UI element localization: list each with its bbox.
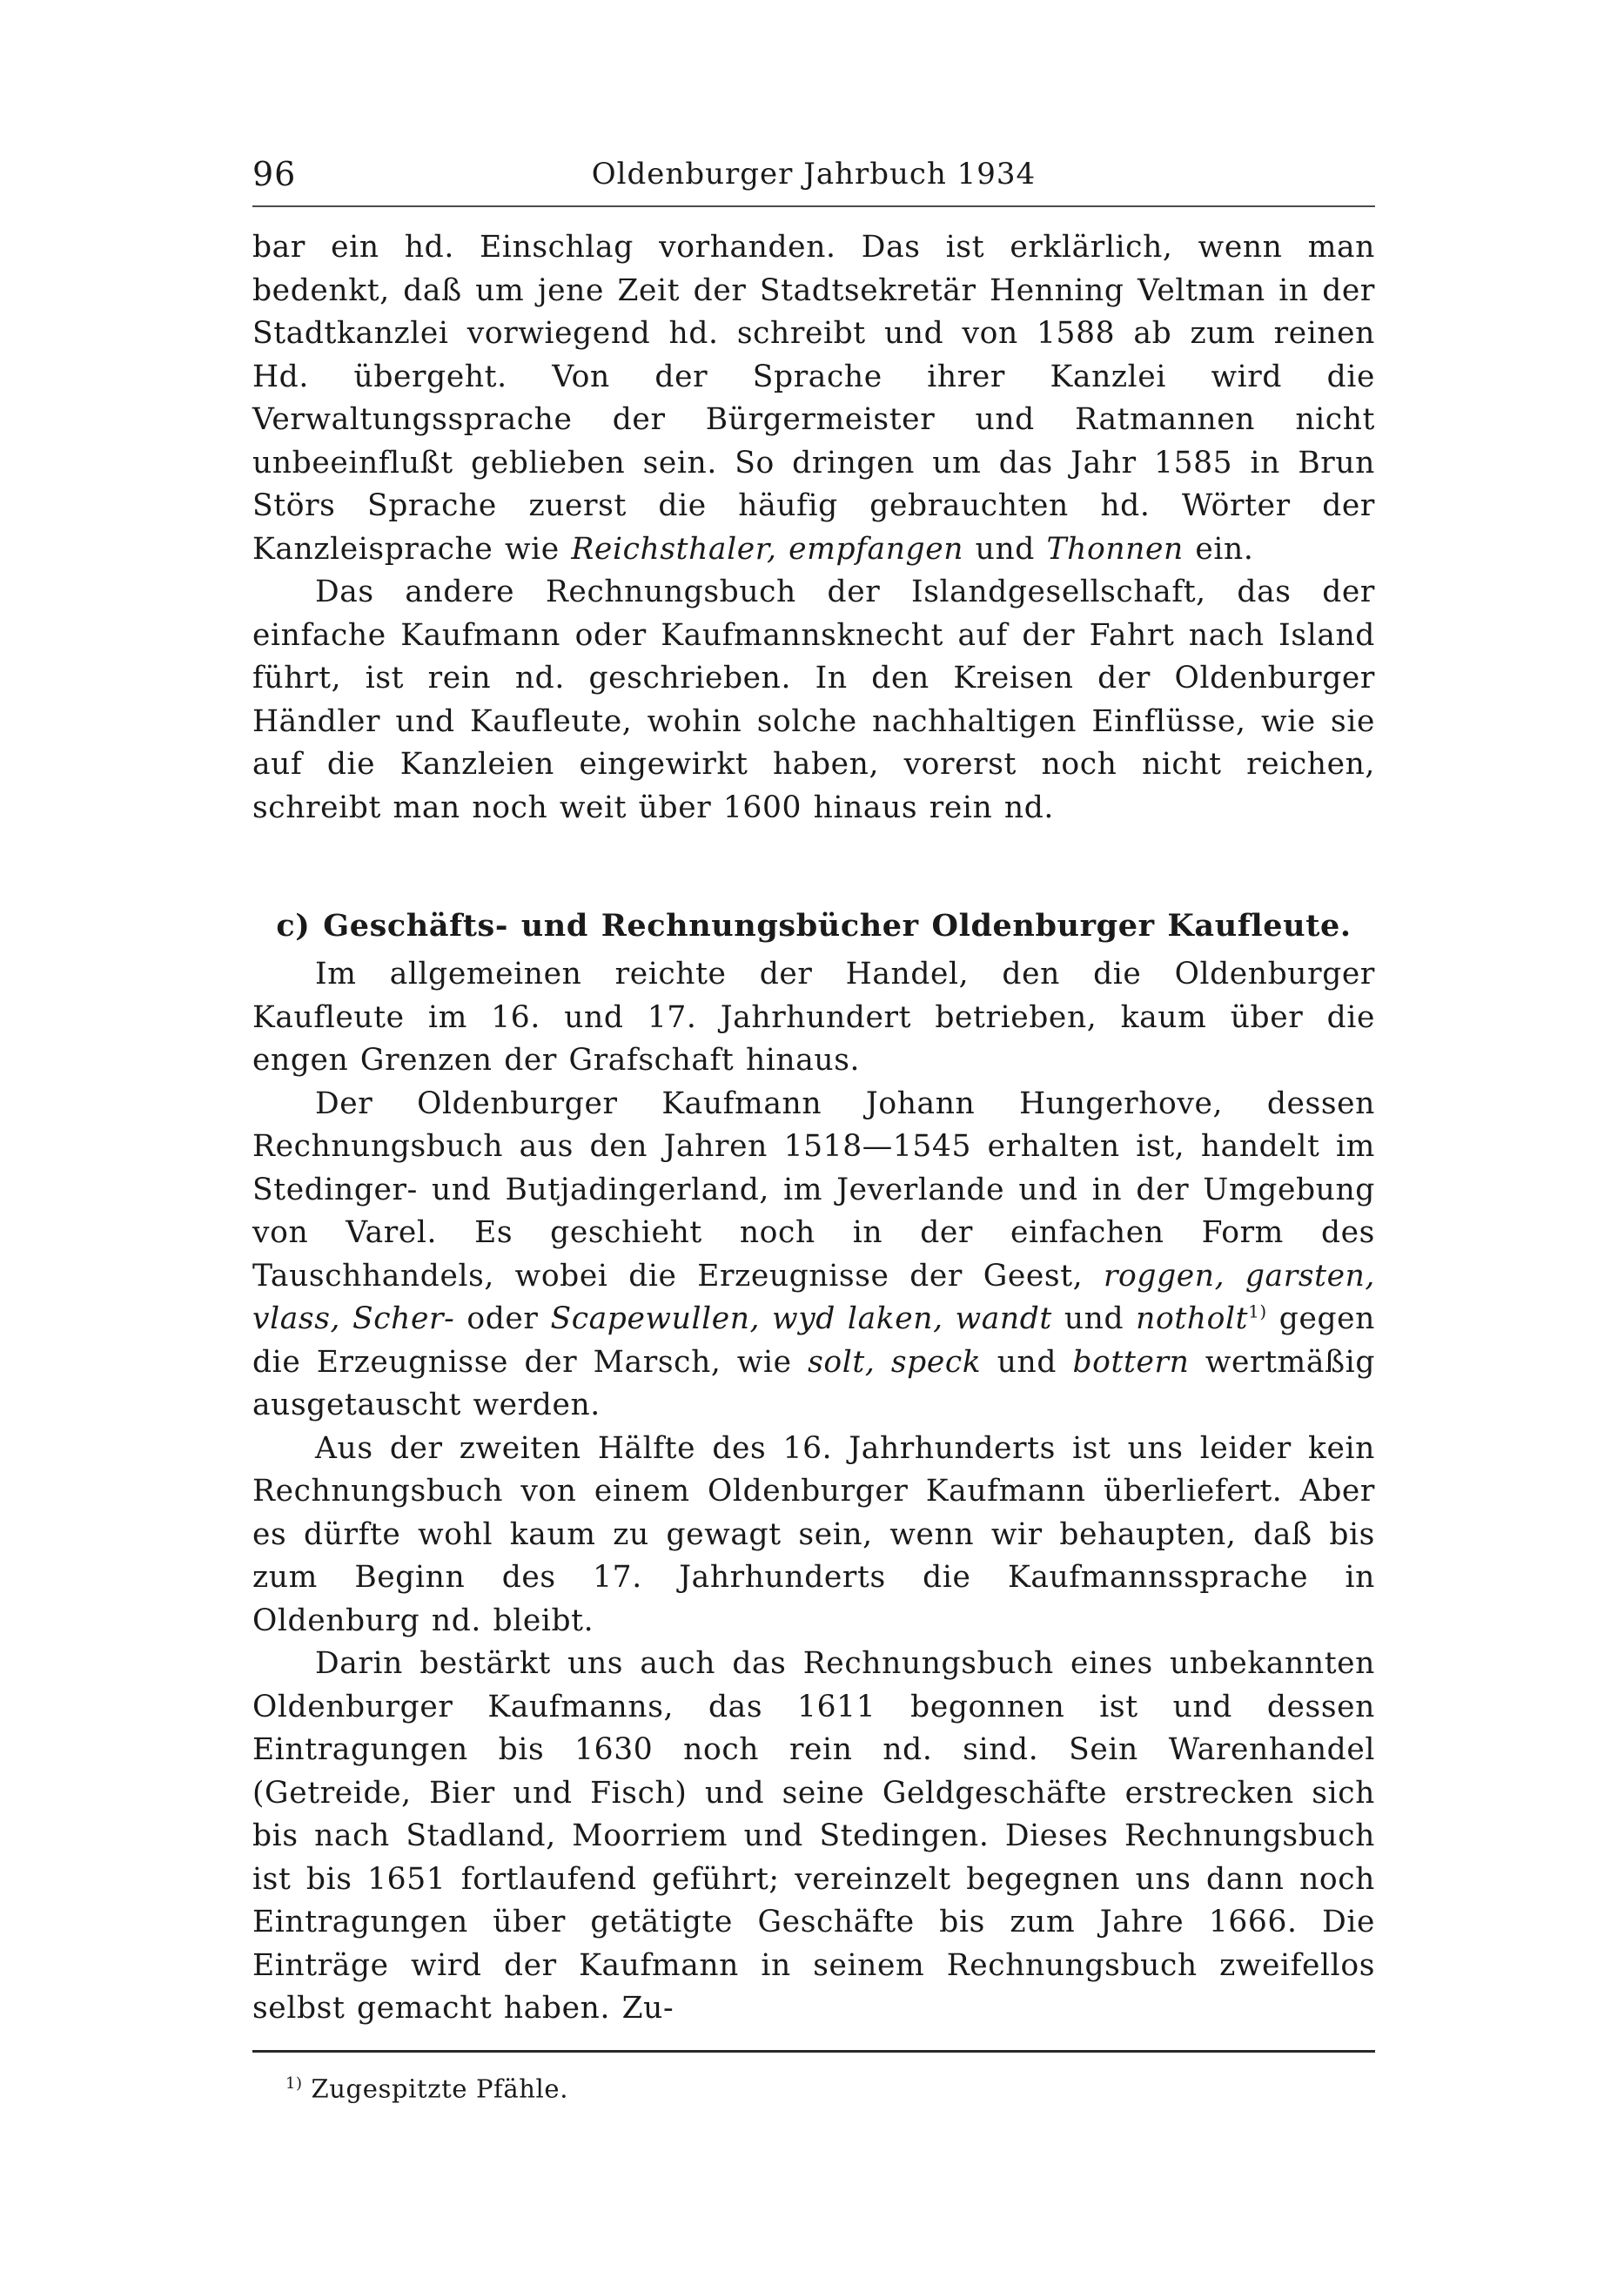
- paragraph-5: Aus der zweiten Hälfte des 16. Jahrhunderts ist uns leider kein Rechnungsbuch von einem Oldenburger Kaufmann überliefert. Aber es dürfte wohl kaum zu gewagt sein, wenn wir behaupten, daß bis zum Beginn des 17. Jahrhunderts die Kaufmannssprache in Oldenburg nd. bleibt.: [252, 1430, 1375, 1638]
- italic-term: Thonnen: [1046, 531, 1184, 567]
- italic-term: Reichsthaler, empfangen: [571, 531, 964, 567]
- header-rule: [252, 205, 1375, 207]
- italic-term: bottern: [1072, 1344, 1190, 1380]
- footnote: [252, 2067, 1375, 2107]
- running-head: [252, 146, 1375, 198]
- paragraph-1: bar ein hd. Einschlag vorhanden. Das ist erklärlich, wenn man bedenkt, daß um jene Zeit der Stadtsekretär Henning Veltman in der Stadtkanzlei vorwiegend hd. schreibt und von 1588 ab zum reinen Hd. übergeht. Von der Sprache ihrer Kanzlei wird die Verwaltungssprache der Bürgermeister und Ratmannen nicht unbeeinflußt geblieben sein. So dringen um das Jahr 1585 in Brun Störs Sprache zuerst die häufig gebrauchten hd. Wörter der Kanzleisprache wie Reichsthaler, empfangen und Thonnen ein.: [252, 230, 1375, 567]
- book-page: [252, 146, 1375, 2106]
- footnote-rule: [252, 2050, 1375, 2053]
- paragraph-4: Der Oldenburger Kaufmann Johann Hungerhove, dessen Rechnungsbuch aus den Jahren 1518—1545 erhalten ist, handelt im Stedinger- und Butjadingerland, im Jeverlande und in der Umgebung von Varel. Es geschieht noch in der einfachen Form des Tauschhandels, wobei die Erzeugnisse der Geest, roggen, garsten, vlass, Scher- oder Scapewullen, wyd laken, wandt und notholt$^{1)}$ gegen die Erzeugnisse der Marsch, wie solt, speck und bottern wertmäßig ausgetauscht werden.: [252, 1086, 1375, 1422]
- journal-title: Oldenburger Jahrbuch 1934: [591, 157, 1037, 192]
- footnote-reference[interactable]: 1): [1248, 1301, 1267, 1322]
- page-number: 96: [252, 155, 297, 193]
- section-heading: c) Geschäfts- und Rechnungsbücher Oldenburger Kaufleute.: [276, 908, 1352, 944]
- italic-term: solt, speck: [808, 1344, 982, 1380]
- paragraph-2: Das andere Rechnungsbuch der Islandgesellschaft, das der einfache Kaufmann oder Kaufmannsknecht auf der Fahrt nach Island führt, ist rein nd. geschrieben. In den Kreisen der Oldenburger Händler und Kaufleute, wohin solche nachhaltigen Einflüsse, wie sie auf die Kanzleien eingewirkt haben, vorerst noch nicht reichen, schreibt man noch weit über 1600 hinaus rein nd.: [252, 575, 1375, 825]
- footnote-text: Zugespitzte Pfähle.: [302, 2074, 569, 2104]
- main-text: [252, 226, 1375, 2031]
- italic-term: notholt: [1136, 1301, 1249, 1336]
- footnote-marker: 1): [285, 2074, 303, 2093]
- italic-term: Scapewullen, wyd laken, wandt: [550, 1301, 1052, 1336]
- italic-term: roggen, garsten, vlass, Scher-: [252, 1258, 1375, 1336]
- paragraph-6: Darin bestärkt uns auch das Rechnungsbuch eines unbekannten Oldenburger Kaufmanns, das 1611 begonnen ist und dessen Eintragungen bis 1630 noch rein nd. sind. Sein Warenhandel (Getreide, Bier und Fisch) und seine Geldgeschäfte erstrecken sich bis nach Stadland, Moorriem und Stedingen. Dieses Rechnungsbuch ist bis 1651 fortlaufend geführt; vereinzelt begegnen uns dann noch Eintragungen über getätigte Geschäfte bis zum Jahre 1666. Die Einträge wird der Kaufmann in seinem Rechnungsbuch zweifellos selbst gemacht haben. Zu-: [252, 1646, 1375, 2026]
- paragraph-3: Im allgemeinen reichte der Handel, den die Oldenburger Kaufleute im 16. und 17. Jahrhundert betrieben, kaum über die engen Grenzen der Grafschaft hinaus.: [252, 957, 1375, 1078]
